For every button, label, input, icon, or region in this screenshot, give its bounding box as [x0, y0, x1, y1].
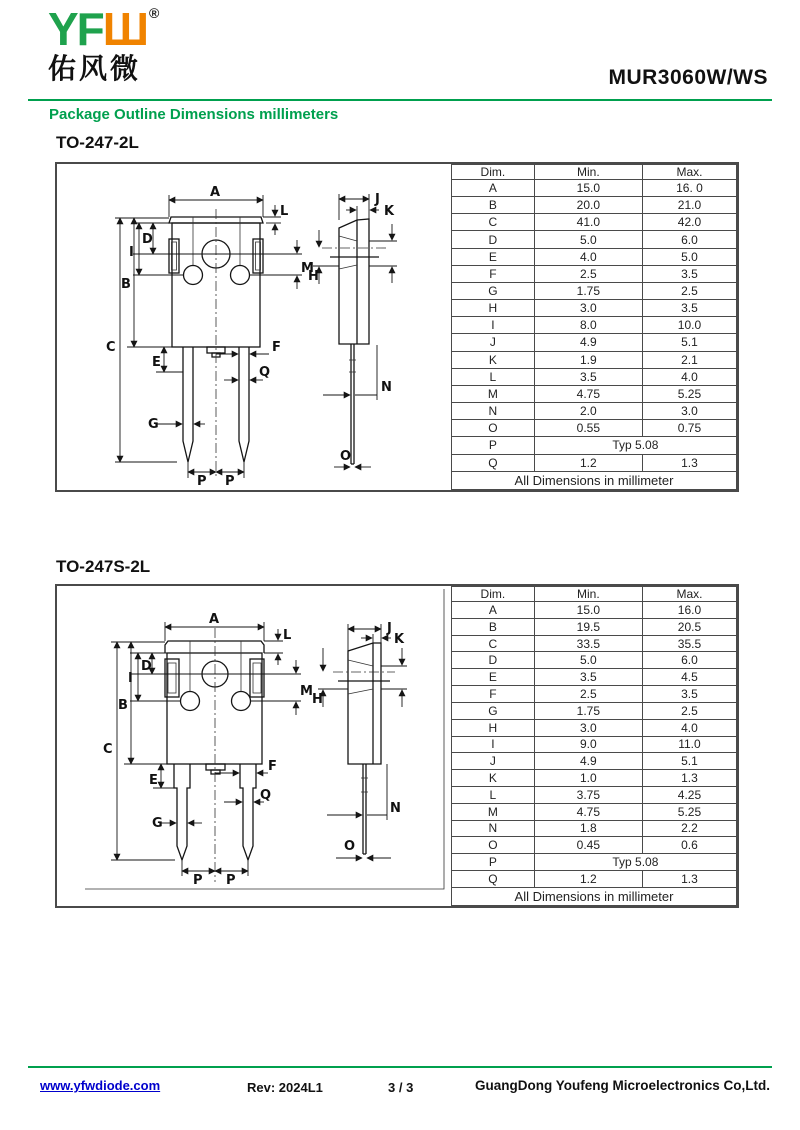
table-row: [452, 180, 737, 197]
table-cell: 0.6: [642, 837, 736, 854]
table-footer: All Dimensions in millimeter: [452, 471, 737, 489]
table-cell: 42.0: [642, 214, 736, 231]
dim-label-g: G: [152, 816, 163, 831]
table-cell: Typ 5.08: [534, 854, 736, 871]
dim-label-p-left: P: [193, 873, 203, 888]
table-cell: I: [452, 317, 535, 334]
dim-label-e: E: [152, 355, 161, 370]
table-cell: 4.9: [534, 334, 642, 351]
table-cell: 5.0: [534, 231, 642, 248]
table-cell: 4.5: [642, 669, 736, 686]
table-cell: D: [452, 231, 535, 248]
table-cell: 4.0: [642, 368, 736, 385]
table-cell: 5.0: [534, 652, 642, 669]
table-cell: 16. 0: [642, 180, 736, 197]
table-cell: 5.25: [642, 803, 736, 820]
table-cell: 3.0: [534, 719, 642, 736]
table-cell: P: [452, 437, 535, 454]
table-row: [452, 454, 737, 471]
table-cell: 0.45: [534, 837, 642, 854]
table-cell: 1.8: [534, 820, 642, 837]
dim-label-a: A: [209, 612, 220, 627]
dim-label-k: K: [394, 632, 405, 647]
section-title-to-247-2l: TO-247-2L: [56, 133, 139, 152]
dim-label-i: I: [129, 245, 134, 260]
dim-label-d: D: [141, 659, 152, 674]
table-cell: 41.0: [534, 214, 642, 231]
table-cell: 2.5: [642, 282, 736, 299]
table-cell: 4.75: [534, 803, 642, 820]
table-row: [452, 820, 737, 837]
table-cell: F: [452, 265, 535, 282]
table-row: [452, 770, 737, 787]
website-link[interactable]: www.yfwdiode.com: [40, 1078, 161, 1093]
table-cell: E: [452, 248, 535, 265]
table-cell: 15.0: [534, 602, 642, 619]
dimension-table-to-247-2l: [451, 164, 737, 490]
registered-trademark-icon: ®: [149, 5, 160, 21]
table-cell: 2.0: [534, 403, 642, 420]
table-cell: 4.75: [534, 385, 642, 402]
table-row: [452, 871, 737, 888]
company-logo: [48, 3, 160, 84]
table-cell: 4.9: [534, 753, 642, 770]
table-header-row: [452, 587, 737, 602]
part-number-title: MUR3060W/WS: [608, 66, 768, 89]
table-cell: K: [452, 770, 535, 787]
dim-label-o: O: [344, 839, 356, 854]
table-cell: H: [452, 300, 535, 317]
table-row: [452, 669, 737, 686]
table-cell: 16.0: [642, 602, 736, 619]
table-cell: L: [452, 786, 535, 803]
column-header: Max.: [642, 165, 736, 180]
table-cell: 1.75: [534, 282, 642, 299]
table-cell: 1.3: [642, 770, 736, 787]
footer-divider: [28, 1066, 772, 1068]
side-view-dimensions: [308, 192, 397, 467]
table-cell: 9.0: [534, 736, 642, 753]
table-cell: 3.5: [642, 300, 736, 317]
dim-label-e: E: [149, 773, 158, 788]
table-cell: 15.0: [534, 180, 642, 197]
table-row: [452, 265, 737, 282]
table-row: [452, 803, 737, 820]
table-cell: 2.1: [642, 351, 736, 368]
dim-label-n: N: [390, 801, 401, 816]
logo-chinese-name: 佑风微: [48, 53, 142, 84]
table-cell: 19.5: [534, 618, 642, 635]
table-row: [452, 786, 737, 803]
table-cell: Q: [452, 871, 535, 888]
table-row: [452, 300, 737, 317]
dim-label-f: F: [268, 759, 277, 774]
table-cell: 6.0: [642, 231, 736, 248]
page-heading: Package Outline Dimensions millimeters: [49, 106, 339, 123]
table-cell: 3.75: [534, 786, 642, 803]
table-cell: 5.1: [642, 334, 736, 351]
to-247-2l-outline-drawing: [57, 164, 451, 486]
column-header: Max.: [642, 587, 736, 602]
to-247s-2l-outline-drawing: [57, 586, 451, 902]
table-cell: 21.0: [642, 197, 736, 214]
table-cell: 10.0: [642, 317, 736, 334]
table-cell: F: [452, 686, 535, 703]
table-cell: 6.0: [642, 652, 736, 669]
table-cell: G: [452, 702, 535, 719]
table-row: [452, 317, 737, 334]
table-cell: L: [452, 368, 535, 385]
dim-label-p-left: P: [197, 474, 207, 486]
table-cell: J: [452, 334, 535, 351]
dim-label-c: C: [106, 340, 116, 355]
dim-label-l: L: [283, 628, 292, 643]
table-cell: 1.0: [534, 770, 642, 787]
table-header-row: [452, 165, 737, 180]
table-cell: M: [452, 385, 535, 402]
table-footer-row: [452, 887, 737, 905]
table-cell: 20.5: [642, 618, 736, 635]
dim-label-q: Q: [260, 788, 272, 803]
dim-label-h: H: [308, 269, 319, 284]
dim-label-m: M: [301, 261, 314, 276]
table-cell: J: [452, 753, 535, 770]
dim-label-f: F: [272, 340, 281, 355]
table-row: [452, 837, 737, 854]
front-view: [169, 209, 263, 476]
table-cell: H: [452, 719, 535, 736]
table-cell: Q: [452, 454, 535, 471]
logo-letters-yf: YF: [48, 3, 103, 55]
table-cell: 1.9: [534, 351, 642, 368]
table-cell: 4.25: [642, 786, 736, 803]
table-row: [452, 702, 737, 719]
table-cell: C: [452, 214, 535, 231]
table-cell: 0.55: [534, 420, 642, 437]
front-view: [165, 628, 264, 882]
table-cell: 35.5: [642, 635, 736, 652]
table-cell: 20.0: [534, 197, 642, 214]
table-row: [452, 736, 737, 753]
section-to-247s-2l: [55, 584, 739, 908]
table-cell: 5.1: [642, 753, 736, 770]
table-row: [452, 197, 737, 214]
table-cell: 11.0: [642, 736, 736, 753]
section-title-to-247s-2l: TO-247S-2L: [56, 557, 151, 576]
table-cell: K: [452, 351, 535, 368]
dim-label-k: K: [384, 204, 395, 219]
table-cell: O: [452, 837, 535, 854]
table-cell: I: [452, 736, 535, 753]
table-cell: 3.0: [642, 403, 736, 420]
dim-label-p-right: P: [225, 474, 235, 486]
table-cell: 1.3: [642, 871, 736, 888]
table-cell: 33.5: [534, 635, 642, 652]
table-cell: 2.2: [642, 820, 736, 837]
dim-label-j: J: [387, 621, 392, 636]
column-header: Dim.: [452, 587, 535, 602]
dim-label-p-right: P: [226, 873, 236, 888]
page-number: 3 / 3: [388, 1080, 414, 1095]
table-cell: M: [452, 803, 535, 820]
column-header: Min.: [534, 587, 642, 602]
table-cell: G: [452, 282, 535, 299]
table-cell: 1.3: [642, 454, 736, 471]
table-row: [452, 420, 737, 437]
table-row: [452, 686, 737, 703]
dim-label-q: Q: [259, 365, 271, 380]
table-row: [452, 231, 737, 248]
table-cell: 3.5: [534, 368, 642, 385]
table-row: [452, 437, 737, 454]
table-cell: 3.5: [642, 265, 736, 282]
table-cell: A: [452, 602, 535, 619]
table-cell: 2.5: [642, 702, 736, 719]
side-view: [322, 219, 389, 464]
dim-label-c: C: [103, 742, 113, 757]
dim-label-j: J: [375, 192, 380, 207]
table-cell: 4.0: [642, 719, 736, 736]
section-to-247-2l: [55, 162, 739, 492]
table-row: [452, 854, 737, 871]
dim-label-i: I: [128, 671, 133, 686]
table-cell: 3.5: [534, 669, 642, 686]
table-cell: P: [452, 854, 535, 871]
table-cell: E: [452, 669, 535, 686]
dim-label-n: N: [381, 380, 392, 395]
table-cell: C: [452, 635, 535, 652]
table-row: [452, 248, 737, 265]
side-view-dimensions: [312, 621, 407, 858]
table-cell: B: [452, 618, 535, 635]
table-cell: N: [452, 403, 535, 420]
table-row: [452, 635, 737, 652]
dim-label-a: A: [210, 185, 221, 200]
table-footer: All Dimensions in millimeter: [452, 887, 737, 905]
table-cell: 3.0: [534, 300, 642, 317]
to-247-2l-drawing-area: [57, 164, 451, 490]
dim-label-o: O: [340, 449, 352, 464]
dim-label-b: B: [121, 277, 131, 292]
table-cell: 1.75: [534, 702, 642, 719]
table-row: [452, 282, 737, 299]
table-cell: 8.0: [534, 317, 642, 334]
revision-label: Rev: 2024L1: [247, 1080, 323, 1095]
dimension-table-to-247s-2l: [451, 586, 737, 906]
table-cell: 5.25: [642, 385, 736, 402]
table-cell: 2.5: [534, 686, 642, 703]
front-view-dimensions: [106, 185, 314, 486]
table-cell: 1.2: [534, 454, 642, 471]
table-cell: 0.75: [642, 420, 736, 437]
dim-label-g: G: [148, 417, 159, 432]
table-cell: A: [452, 180, 535, 197]
dim-label-l: L: [280, 204, 289, 219]
table-cell: 2.5: [534, 265, 642, 282]
table-row: [452, 602, 737, 619]
dim-label-m: M: [300, 684, 313, 699]
table-row: [452, 368, 737, 385]
table-row: [452, 652, 737, 669]
dim-label-h: H: [312, 692, 323, 707]
table-cell: 3.5: [642, 686, 736, 703]
table-row: [452, 214, 737, 231]
company-name: GuangDong Youfeng Microelectronics Co,Ltd.: [474, 1078, 770, 1093]
table-cell: Typ 5.08: [534, 437, 736, 454]
table-row: [452, 351, 737, 368]
table-row: [452, 403, 737, 420]
table-row: [452, 753, 737, 770]
logo-w-icon: Ш: [102, 3, 150, 55]
table-cell: D: [452, 652, 535, 669]
table-cell: 1.2: [534, 871, 642, 888]
column-header: Dim.: [452, 165, 535, 180]
column-header: Min.: [534, 165, 642, 180]
dim-label-d: D: [142, 232, 153, 247]
to-247s-2l-drawing-area: [57, 586, 451, 906]
table-cell: N: [452, 820, 535, 837]
table-row: [452, 618, 737, 635]
table-row: [452, 719, 737, 736]
table-cell: 5.0: [642, 248, 736, 265]
logo-wordmark: [48, 3, 160, 55]
table-cell: O: [452, 420, 535, 437]
header-divider: [28, 99, 772, 101]
table-footer-row: [452, 471, 737, 489]
side-view: [333, 643, 395, 854]
table-row: [452, 385, 737, 402]
table-cell: 4.0: [534, 248, 642, 265]
table-cell: B: [452, 197, 535, 214]
table-row: [452, 334, 737, 351]
dim-label-b: B: [118, 698, 128, 713]
